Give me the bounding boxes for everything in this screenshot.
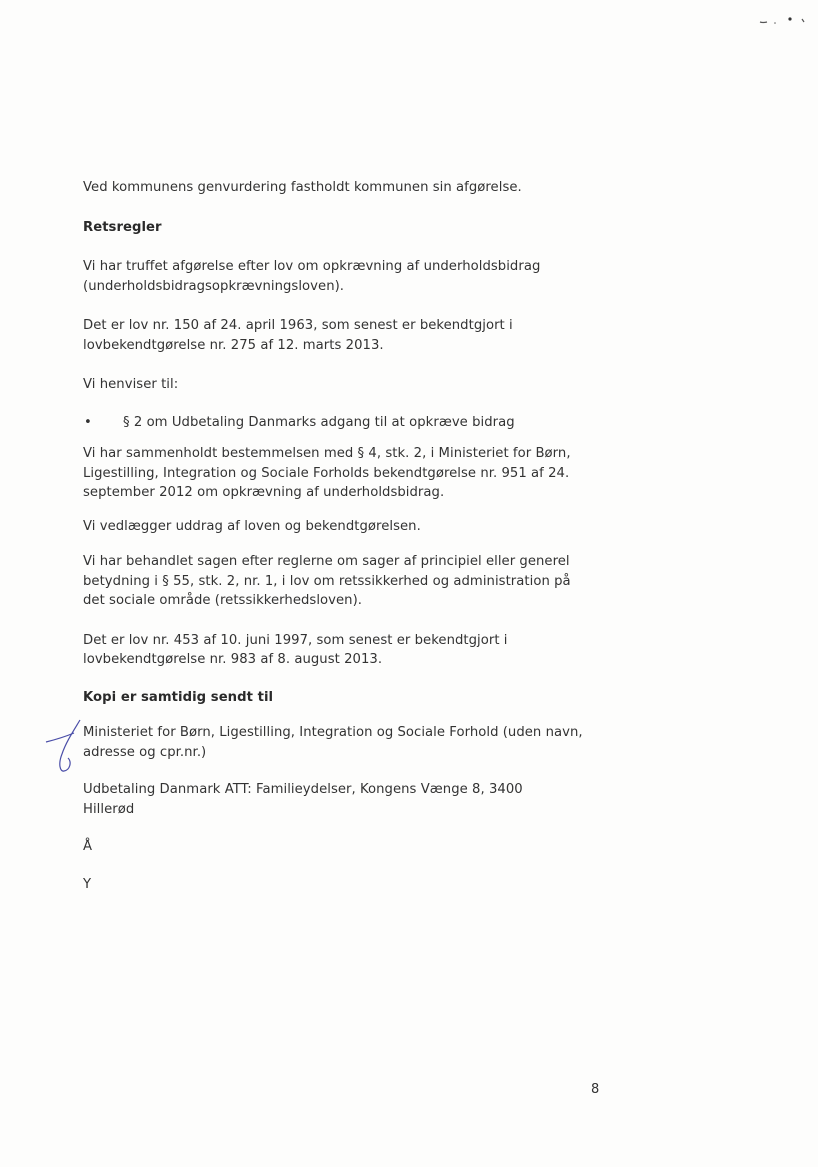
paragraph-lov-1963: Det er lov nr. 150 af 24. april 1963, som senest er bekendtgjort i lovbekendtgørelse nr. 275 af 12. marts 2013. — [83, 318, 513, 353]
bullet-icon: • — [84, 414, 92, 430]
paragraph-henviser: Vi henviser til: — [83, 377, 179, 392]
letter-y: Y — [83, 876, 92, 892]
paragraph-lov-1997: Det er lov nr. 453 af 10. juni 1997, som senest er bekendtgjort i lovbekendtgørelse nr. 983 af 8. august 2013. — [83, 632, 508, 667]
document-body — [83, 178, 623, 894]
paragraph-behandlet: Vi har behandlet sagen efter reglerne om sager af principiel eller generel betydning i § 55, stk. 2, nr. 1, i lov om retssikkerhed og administration på det sociale område (retssikkerhedsloven). — [83, 554, 571, 608]
paragraph-vedlaegger: Vi vedlægger uddrag af loven og bekendtgørelsen. — [83, 518, 421, 534]
scan-marks — [758, 14, 808, 26]
paragraph-ministeriet: Ministeriet for Børn, Ligestilling, Integration og Sociale Forhold (uden navn, adresse og cpr.nr.) — [83, 725, 583, 760]
bullet-text: § 2 om Udbetaling Danmarks adgang til at opkræve bidrag — [123, 414, 515, 430]
paragraph-udbetaling: Udbetaling Danmark ATT: Familieydelser, Kongens Vænge 8, 3400 Hillerød — [83, 782, 523, 817]
paragraph-sammenholdt: Vi har sammenholdt bestemmelsen med § 4, stk. 2, i Ministeriet for Børn, Ligestilling, Integration og Sociale Forholds bekendtgørelse nr. 951 af 24. september 2012 om opkrævning af underholdsbidrag. — [83, 446, 571, 500]
handwritten-check-mark — [44, 718, 84, 776]
paragraph-afgoerelse-lov: Vi har truffet afgørelse efter lov om opkrævning af underholdsbidrag (underholdsbidragsopkrævningsloven). — [83, 259, 541, 294]
page-number: 8 — [591, 1082, 600, 1097]
bullet-list-item — [83, 413, 623, 433]
paragraph-genvurdering: Ved kommunens genvurdering fastholdt kommunen sin afgørelse. — [83, 180, 522, 195]
heading-retsregler: Retsregler — [83, 219, 162, 235]
letter-a: Å — [83, 839, 93, 854]
heading-kopi: Kopi er samtidig sendt til — [83, 689, 274, 705]
